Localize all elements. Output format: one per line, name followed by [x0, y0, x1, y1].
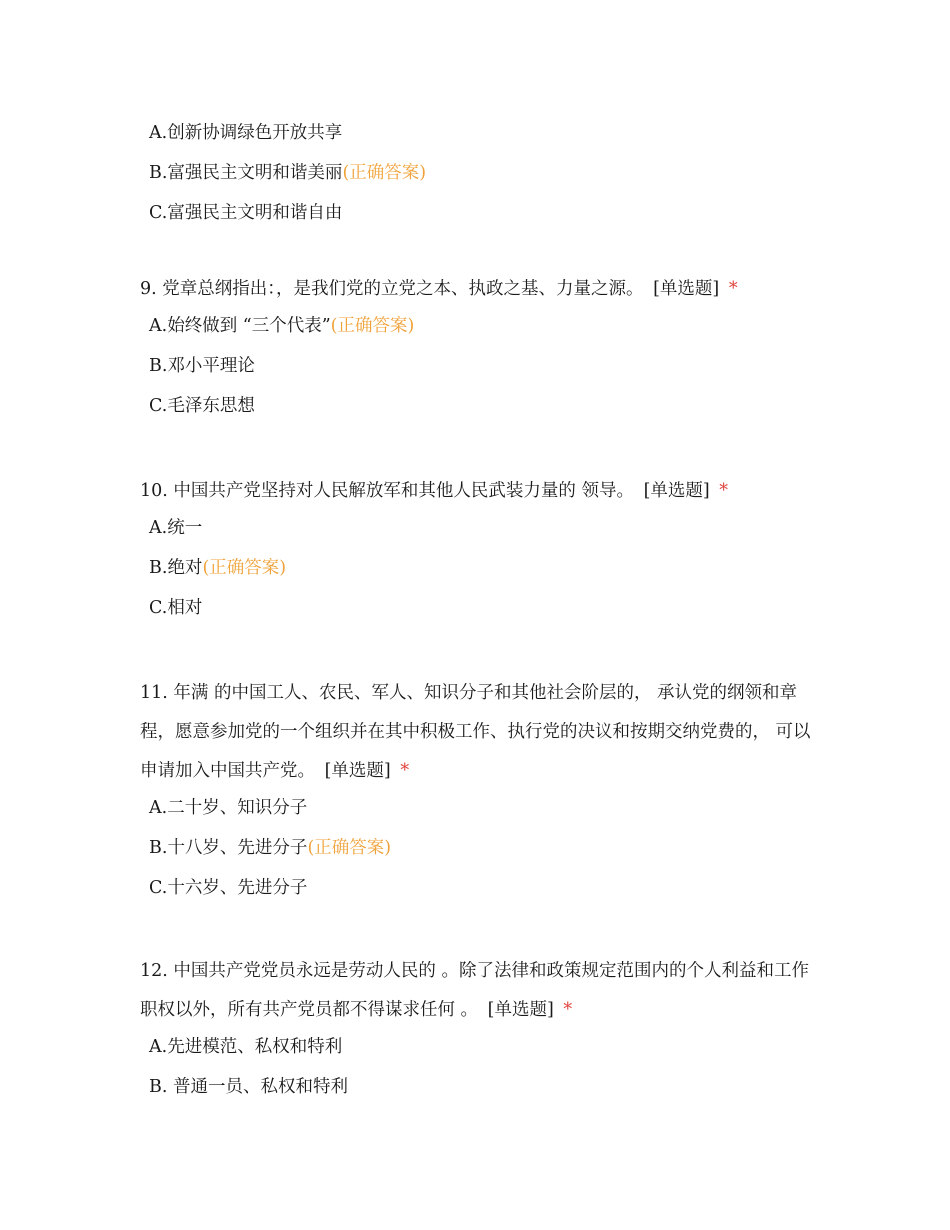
option-text: 十六岁、先进分子 [167, 878, 308, 898]
option-text: 相对 [167, 598, 203, 618]
option-prefix: B. [149, 1077, 168, 1097]
option-b[interactable] [140, 153, 820, 193]
option-prefix: A. [149, 518, 168, 538]
option-text: 先进模范、私权和特利 [167, 1037, 343, 1057]
question-10 [140, 472, 820, 628]
option-b[interactable] [140, 346, 820, 386]
option-a[interactable] [140, 306, 820, 346]
required-marker: * [400, 761, 410, 781]
option-prefix: C. [149, 878, 168, 898]
option-b[interactable] [140, 1067, 820, 1107]
question-number: 9. [140, 279, 157, 299]
option-list [140, 508, 820, 628]
option-text: 创新协调绿色开放共享 [167, 123, 343, 143]
option-c[interactable] [140, 193, 820, 233]
option-prefix: C. [149, 396, 168, 416]
option-text: 绝对 [167, 558, 203, 578]
question-body: 党章总纲指出：，是我们党的立党之本、执政之基、力量之源。 [162, 279, 644, 299]
question-9 [140, 270, 820, 426]
option-prefix: B. [149, 356, 168, 376]
question-body: 中国共产党坚持对人民解放军和其他人民武装力量的 领导。 [173, 481, 634, 501]
option-prefix: B. [149, 838, 168, 858]
option-a[interactable] [140, 508, 820, 548]
question-number: 12. [140, 961, 168, 981]
option-text: 毛泽东思想 [167, 396, 255, 416]
option-list [140, 788, 820, 908]
option-c[interactable] [140, 588, 820, 628]
option-a[interactable] [140, 1027, 820, 1067]
option-prefix: A. [149, 123, 168, 143]
option-prefix: A. [149, 1037, 168, 1057]
question-text [140, 270, 820, 309]
question-12 [140, 952, 820, 1107]
option-b[interactable] [140, 828, 820, 868]
option-text: 统一 [167, 518, 203, 538]
option-c[interactable] [140, 386, 820, 426]
correct-answer-tag: (正确答案) [202, 558, 287, 578]
option-a[interactable] [140, 788, 820, 828]
question-type: [单选题] [324, 761, 391, 781]
option-b[interactable] [140, 548, 820, 588]
question-text [140, 952, 820, 1030]
question-type: [单选题] [487, 1000, 554, 1020]
question-8 [140, 113, 820, 233]
question-body: 中国共产党党员永远是劳动人民的 。除了法律和政策规定范围内的个人利益和工作职权以外，所有共产党员都不得谋求任何 。 [140, 961, 809, 1020]
option-list [140, 306, 820, 426]
correct-answer-tag: (正确答案) [330, 316, 415, 336]
option-text: 富强民主文明和谐自由 [167, 203, 343, 223]
option-c[interactable] [140, 868, 820, 908]
option-a[interactable] [140, 113, 820, 153]
option-prefix: A. [149, 316, 168, 336]
option-text: 邓小平理论 [167, 356, 255, 376]
question-number: 10. [140, 481, 168, 501]
option-text: 十八岁、先进分子 [167, 838, 308, 858]
required-marker: * [728, 279, 738, 299]
option-text: 富强民主文明和谐美丽 [167, 163, 343, 183]
question-body: 年满 的中国工人、农民、军人、知识分子和其他社会阶层的， 承认党的纲领和章程，愿意参加党的一个组织并在其中积极工作、执行党的决议和按期交纳党费的， 可以申请加入中国共产党。 [140, 683, 811, 781]
option-list [140, 1027, 820, 1107]
correct-answer-tag: (正确答案) [342, 163, 427, 183]
option-prefix: C. [149, 203, 168, 223]
question-text [140, 472, 820, 511]
option-prefix: A. [149, 798, 168, 818]
option-text: 普通一员、私权和特利 [167, 1077, 348, 1097]
question-number: 11. [140, 683, 168, 703]
required-marker: * [563, 1000, 573, 1020]
required-marker: * [719, 481, 729, 501]
question-11 [140, 674, 820, 908]
option-prefix: B. [149, 163, 168, 183]
option-text: 始终做到 “三个代表” [167, 316, 331, 336]
option-prefix: B. [149, 558, 168, 578]
correct-answer-tag: (正确答案) [307, 838, 392, 858]
option-list [140, 113, 820, 233]
question-text [140, 674, 820, 791]
question-type: [单选题] [643, 481, 710, 501]
option-prefix: C. [149, 598, 168, 618]
question-type: [单选题] [653, 279, 720, 299]
option-text: 二十岁、知识分子 [167, 798, 308, 818]
